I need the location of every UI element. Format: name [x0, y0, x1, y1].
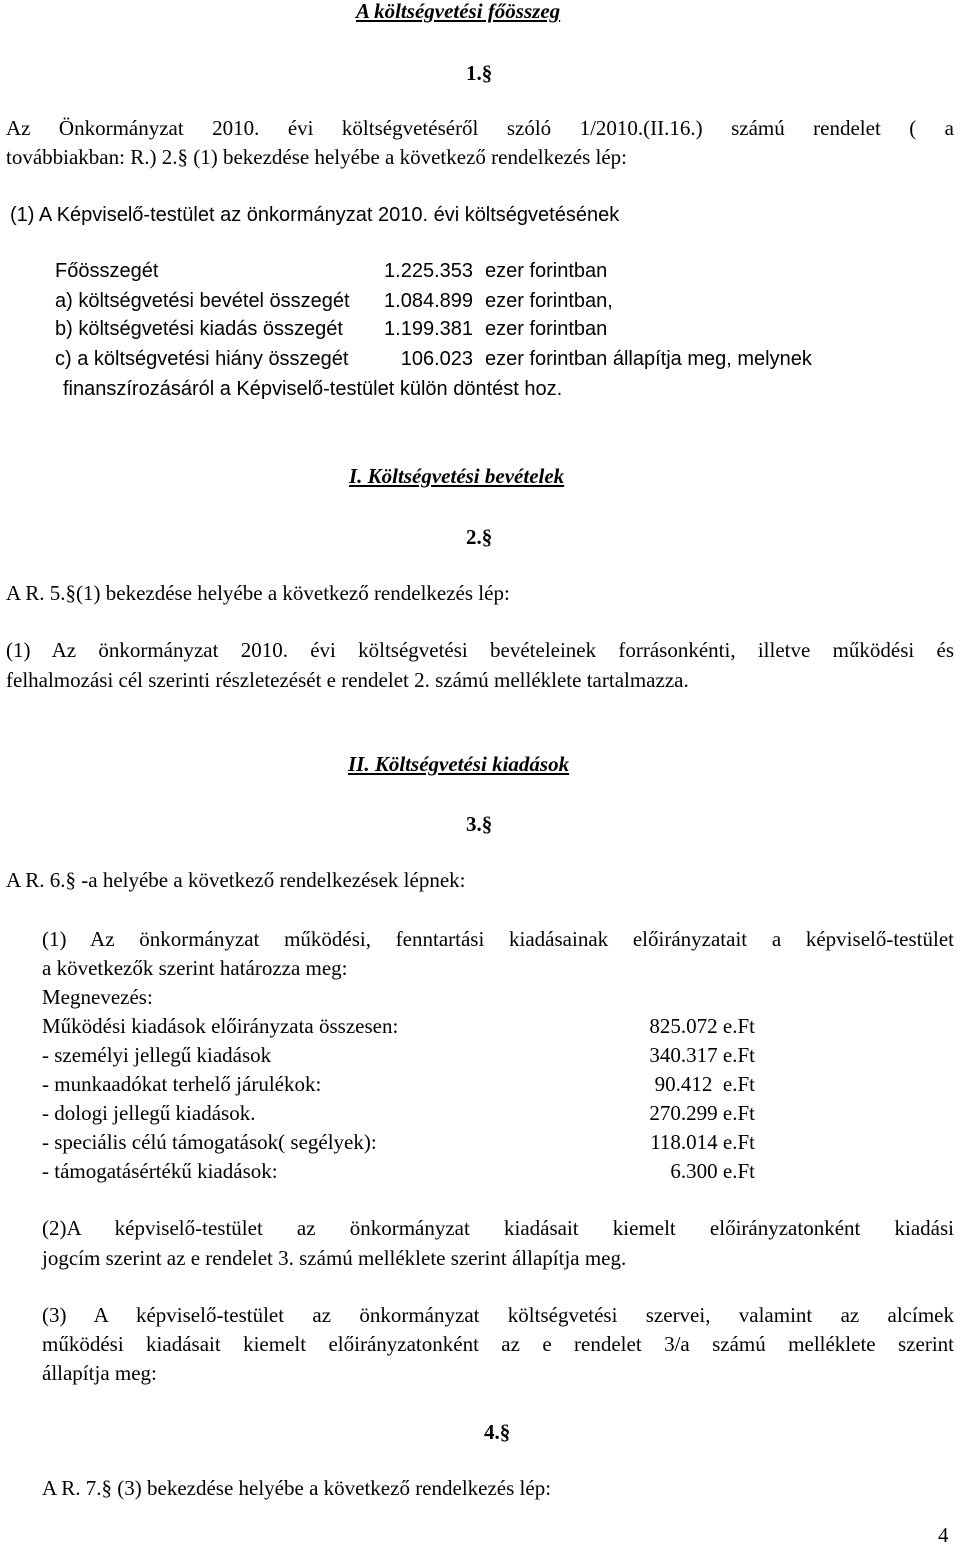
expense-label: - munkaadókat terhelő járulékok: — [42, 1072, 322, 1096]
section-number-1: 1.§ — [466, 61, 493, 85]
paragraph-line: (1) Az önkormányzat 2010. évi költségvetési bevételeinek forrásonkénti, illetve működési és — [6, 638, 954, 662]
budget-row-label: a) költségvetési bevétel összegét — [55, 290, 350, 312]
expense-label: - támogatásértékű kiadások: — [42, 1159, 278, 1183]
budget-row-label: c) a költségvetési hiány összegét — [55, 348, 349, 370]
budget-row-unit: ezer forintban, — [485, 290, 613, 312]
section-lead: A R. 7.§ (3) bekezdése helyébe a következő rendelkezés lép: — [42, 1476, 552, 1500]
paragraph-line: állapítja meg: — [42, 1361, 157, 1385]
budget-row-unit: ezer forintban — [485, 318, 608, 340]
section-number-3: 3.§ — [466, 812, 493, 836]
expense-label: - dologi jellegű kiadások. — [42, 1101, 256, 1125]
expense-label: - speciális célú támogatások( segélyek): — [42, 1130, 377, 1154]
expense-label: Működési kiadások előirányzata összesen: — [42, 1014, 399, 1038]
section-number-2: 2.§ — [466, 525, 493, 549]
paragraph-line: továbbiakban: R.) 2.§ (1) bekezdése helyébe a következő rendelkezés lép: — [6, 145, 627, 169]
budget-row-value: 1.199.381 — [384, 318, 473, 340]
budget-row-value: 1.084.899 — [384, 290, 473, 312]
page-title: A költségvetési főösszeg — [356, 0, 561, 23]
list-header: Megnevezés: — [42, 985, 153, 1009]
budget-intro: (1) A Képviselő-testület az önkormányzat 2010. évi költségvetésének — [10, 204, 620, 226]
budget-row-unit: ezer forintban állapítja meg, melynek — [485, 348, 812, 370]
section-heading-expenses: II. Költségvetési kiadások — [348, 752, 570, 776]
expense-value: 270.299 e.Ft — [649, 1101, 755, 1125]
paragraph-line: (1) Az önkormányzat működési, fenntartási kiadásainak előirányzatait a képviselő-testület — [42, 927, 954, 951]
budget-row-label: b) költségvetési kiadás összegét — [55, 318, 343, 340]
expense-label: - személyi jellegű kiadások — [42, 1043, 272, 1067]
paragraph-line: működési kiadásait kiemelt előirányzatonként az e rendelet 3/a számú melléklete szerint — [42, 1332, 954, 1356]
paragraph-line: (3) A képviselő-testület az önkormányzat költségvetési szervei, valamint az alcímek — [42, 1303, 954, 1327]
section-lead: A R. 6.§ -a helyébe a következő rendelkezések lépnek: — [6, 868, 466, 892]
expense-value: 90.412 e.Ft — [654, 1072, 755, 1096]
expense-value: 340.317 e.Ft — [649, 1043, 755, 1067]
paragraph-line: Az Önkormányzat 2010. évi költségvetéséről szóló 1/2010.(II.16.) számú rendelet ( a — [6, 116, 954, 140]
budget-row-value: 106.023 — [400, 348, 473, 370]
paragraph-line: (2)A képviselő-testület az önkormányzat kiadásait kiemelt előirányzatonként kiadási — [42, 1216, 954, 1240]
expense-value: 825.072 e.Ft — [649, 1014, 755, 1038]
section-lead: A R. 5.§(1) bekezdése helyébe a következő rendelkezés lép: — [6, 581, 510, 605]
expense-value: 118.014 e.Ft — [650, 1130, 755, 1154]
section-heading-revenues: I. Költségvetési bevételek — [349, 464, 565, 488]
expense-value: 6.300 e.Ft — [670, 1159, 755, 1183]
budget-row-value: 1.225.353 — [384, 260, 473, 282]
section-number-4: 4.§ — [484, 1420, 511, 1444]
paragraph-line: felhalmozási cél szerinti részletezését e rendelet 2. számú melléklete tartalmazza. — [6, 668, 689, 692]
budget-tail: finanszírozásáról a Képviselő-testület külön döntést hoz. — [63, 378, 563, 400]
paragraph-line: jogcím szerint az e rendelet 3. számú melléklete szerint állapítja meg. — [42, 1246, 627, 1270]
paragraph-line: a következők szerint határozza meg: — [42, 956, 348, 980]
budget-row-unit: ezer forintban — [485, 260, 608, 282]
page-number: 4 — [938, 1523, 949, 1547]
budget-row-label: Főösszegét — [55, 260, 159, 282]
